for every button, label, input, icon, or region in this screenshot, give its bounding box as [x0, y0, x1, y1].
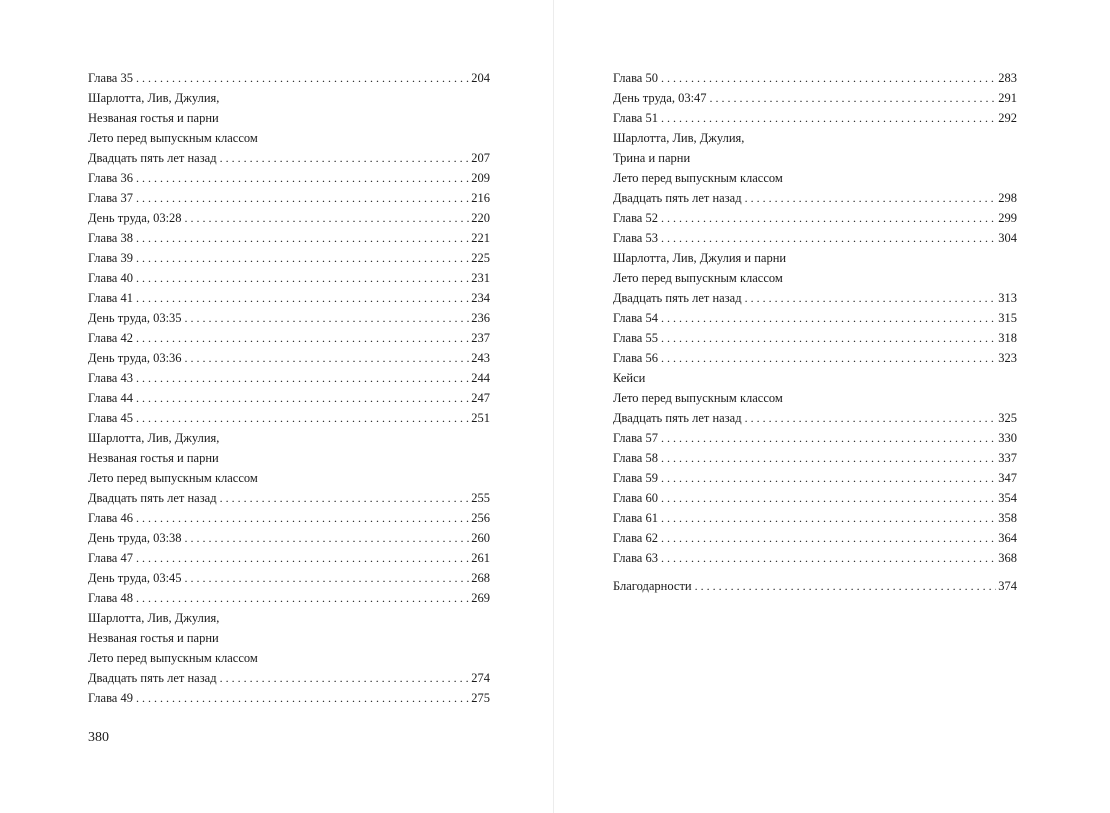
toc-entry-page-number: 207: [471, 151, 490, 165]
toc-entry-page-number: 330: [998, 431, 1017, 445]
dot-leader: [661, 348, 996, 368]
dot-leader: [185, 208, 470, 228]
toc-entry-title: Лето перед выпускным классом: [88, 471, 258, 485]
dot-leader: [745, 288, 997, 308]
toc-entry-title: Шарлотта, Лив, Джулия,: [88, 91, 220, 105]
dot-leader: [745, 408, 997, 428]
toc-entry: [613, 168, 1017, 188]
toc-entry-title: Глава 55: [613, 331, 658, 345]
toc-entry-page-number: 292: [998, 111, 1017, 125]
toc-entry: [88, 288, 490, 308]
toc-entry-title: День труда, 03:36: [88, 351, 182, 365]
toc-entry-page-number: 268: [471, 571, 490, 585]
toc-entry-title: Глава 61: [613, 511, 658, 525]
toc-entry-page-number: 274: [471, 671, 490, 685]
dot-leader: [695, 576, 997, 596]
toc-entry: [88, 388, 490, 408]
dot-leader: [185, 348, 470, 368]
toc-entry-title: Глава 62: [613, 531, 658, 545]
toc-entry-title: Глава 60: [613, 491, 658, 505]
page-gutter: [553, 0, 554, 813]
toc-entry: [613, 208, 1017, 228]
toc-entry-title: Кейси: [613, 371, 646, 385]
dot-leader: [661, 228, 996, 248]
toc-entry-page-number: 225: [471, 251, 490, 265]
right-page: [555, 0, 1110, 813]
toc-entry-title: Глава 49: [88, 691, 133, 705]
toc-entry-title: Глава 48: [88, 591, 133, 605]
toc-entry-page-number: 244: [471, 371, 490, 385]
toc-entry: [88, 528, 490, 548]
toc-entry-page-number: 304: [998, 231, 1017, 245]
toc-entry-title: Лето перед выпускным классом: [613, 171, 783, 185]
toc-entry-title: День труда, 03:35: [88, 311, 182, 325]
toc-entry: [88, 628, 490, 648]
toc-entry-title: Глава 40: [88, 271, 133, 285]
toc-entry-title: Лето перед выпускным классом: [88, 131, 258, 145]
dot-leader: [661, 448, 996, 468]
toc-entry-page-number: 236: [471, 311, 490, 325]
toc-entry-title: Глава 42: [88, 331, 133, 345]
toc-entry: [613, 508, 1017, 528]
dot-leader: [220, 148, 470, 168]
toc-entry-title: Глава 53: [613, 231, 658, 245]
toc-entry-title: Благодарности: [613, 579, 692, 593]
toc-entry: [88, 488, 490, 508]
toc-entry-title: Глава 46: [88, 511, 133, 525]
toc-entry: [88, 368, 490, 388]
toc-entry-page-number: 337: [998, 451, 1017, 465]
toc-entry: [88, 508, 490, 528]
dot-leader: [661, 468, 996, 488]
toc-entry-title: Глава 41: [88, 291, 133, 305]
toc-entry: [88, 648, 490, 668]
toc-entry: [88, 608, 490, 628]
toc-entry-title: Трина и парни: [613, 151, 691, 165]
toc-entry-page-number: 323: [998, 351, 1017, 365]
toc-entry: [88, 108, 490, 128]
toc-entry-title: Глава 56: [613, 351, 658, 365]
dot-leader: [136, 388, 469, 408]
dot-leader: [661, 308, 996, 328]
toc-entry-page-number: 234: [471, 291, 490, 305]
dot-leader: [661, 488, 996, 508]
dot-leader: [136, 68, 469, 88]
toc-entry-page-number: 247: [471, 391, 490, 405]
toc-entry-title: Незваная гостья и парни: [88, 111, 219, 125]
toc-entry: [88, 168, 490, 188]
toc-entry-title: Глава 44: [88, 391, 133, 405]
table-of-contents-left: [88, 68, 490, 708]
toc-entry: [88, 468, 490, 488]
dot-leader: [661, 428, 996, 448]
toc-entry: [613, 88, 1017, 108]
toc-entry-title: Шарлотта, Лив, Джулия и парни: [613, 251, 787, 265]
toc-entry-title: Глава 51: [613, 111, 658, 125]
toc-entry: [613, 148, 1017, 168]
dot-leader: [136, 508, 469, 528]
toc-entry: [88, 668, 490, 688]
toc-entry-page-number: 347: [998, 471, 1017, 485]
toc-entry: [613, 128, 1017, 148]
toc-entry: [613, 448, 1017, 468]
toc-entry: [613, 228, 1017, 248]
toc-entry-page-number: 299: [998, 211, 1017, 225]
toc-entry-page-number: 318: [998, 331, 1017, 345]
toc-entry-title: Лето перед выпускным классом: [613, 391, 783, 405]
toc-entry: [88, 228, 490, 248]
toc-entry-page-number: 221: [471, 231, 490, 245]
toc-entry-page-number: 358: [998, 511, 1017, 525]
toc-entry: [613, 408, 1017, 428]
toc-entry-title: Глава 50: [613, 71, 658, 85]
toc-entry: [613, 308, 1017, 328]
toc-entry-page-number: 313: [998, 291, 1017, 305]
dot-leader: [661, 108, 996, 128]
toc-entry-title: Лето перед выпускным классом: [613, 271, 783, 285]
toc-entry-page-number: 209: [471, 171, 490, 185]
toc-entry-title: День труда, 03:38: [88, 531, 182, 545]
toc-entry-page-number: 216: [471, 191, 490, 205]
dot-leader: [185, 308, 470, 328]
toc-entry-page-number: 315: [998, 311, 1017, 325]
toc-entry-title: Шарлотта, Лив, Джулия,: [88, 611, 220, 625]
toc-entry: [613, 248, 1017, 268]
toc-entry-page-number: 364: [998, 531, 1017, 545]
toc-entry-title: Глава 47: [88, 551, 133, 565]
toc-entry: [613, 108, 1017, 128]
dot-leader: [745, 188, 997, 208]
toc-entry-title: Глава 39: [88, 251, 133, 265]
toc-entry-title: Глава 45: [88, 411, 133, 425]
toc-entry-page-number: 298: [998, 191, 1017, 205]
toc-entry: [613, 428, 1017, 448]
toc-entry-title: День труда, 03:45: [88, 571, 182, 585]
toc-entry-page-number: 256: [471, 511, 490, 525]
toc-entry: [613, 388, 1017, 408]
dot-leader: [136, 368, 469, 388]
toc-entry-page-number: 325: [998, 411, 1017, 425]
left-page: [0, 0, 553, 813]
toc-entry-title: День труда, 03:47: [613, 91, 707, 105]
toc-entry: [88, 268, 490, 288]
toc-entry-title: Глава 63: [613, 551, 658, 565]
dot-leader: [136, 548, 469, 568]
toc-entry-title: Двадцать пять лет назад: [88, 671, 217, 685]
page-number: 380: [88, 730, 109, 745]
dot-leader: [220, 668, 470, 688]
dot-leader: [710, 88, 997, 108]
toc-entry-title: Двадцать пять лет назад: [613, 191, 742, 205]
toc-entry-title: Двадцать пять лет назад: [613, 411, 742, 425]
toc-entry-title: Глава 58: [613, 451, 658, 465]
toc-entry-title: Незваная гостья и парни: [88, 451, 219, 465]
toc-entry-title: День труда, 03:28: [88, 211, 182, 225]
dot-leader: [136, 328, 469, 348]
dot-leader: [136, 248, 469, 268]
toc-entry: [613, 288, 1017, 308]
dot-leader: [661, 328, 996, 348]
dot-leader: [136, 188, 469, 208]
toc-entry-page-number: 243: [471, 351, 490, 365]
toc-entry-title: Двадцать пять лет назад: [88, 491, 217, 505]
toc-entry: [613, 188, 1017, 208]
toc-entry-title: Глава 57: [613, 431, 658, 445]
toc-entry-title: Шарлотта, Лив, Джулия,: [88, 431, 220, 445]
toc-entry: [88, 448, 490, 468]
toc-entry-title: Глава 35: [88, 71, 133, 85]
toc-entry: [613, 528, 1017, 548]
dot-leader: [136, 588, 469, 608]
toc-entry: [613, 488, 1017, 508]
toc-entry-title: Глава 43: [88, 371, 133, 385]
toc-entry: [88, 348, 490, 368]
toc-entry: [88, 68, 490, 88]
dot-leader: [136, 408, 469, 428]
toc-entry: [613, 468, 1017, 488]
toc-entry-title: Лето перед выпускным классом: [88, 651, 258, 665]
toc-entry-page-number: 374: [998, 579, 1017, 593]
toc-entry-title: Незваная гостья и парни: [88, 631, 219, 645]
toc-entry-page-number: 261: [471, 551, 490, 565]
toc-entry: [88, 588, 490, 608]
dot-leader: [136, 228, 469, 248]
dot-leader: [136, 268, 469, 288]
toc-entry: [88, 688, 490, 708]
dot-leader: [661, 68, 996, 88]
toc-entry-page-number: 220: [471, 211, 490, 225]
toc-entry: [88, 88, 490, 108]
toc-entry-page-number: 368: [998, 551, 1017, 565]
toc-entry: [88, 568, 490, 588]
toc-entry: [613, 348, 1017, 368]
dot-leader: [661, 528, 996, 548]
toc-entry-title: Глава 54: [613, 311, 658, 325]
toc-entry: [88, 308, 490, 328]
toc-entry-title: Двадцать пять лет назад: [88, 151, 217, 165]
toc-entry: [613, 548, 1017, 568]
toc-entry-page-number: 255: [471, 491, 490, 505]
toc-entry: [88, 128, 490, 148]
toc-entry-page-number: 251: [471, 411, 490, 425]
toc-entry-title: Шарлотта, Лив, Джулия,: [613, 131, 745, 145]
dot-leader: [185, 528, 470, 548]
toc-entry-page-number: 283: [998, 71, 1017, 85]
toc-entry: [88, 408, 490, 428]
toc-entry-title: Глава 52: [613, 211, 658, 225]
dot-leader: [136, 288, 469, 308]
toc-entry-title: Глава 36: [88, 171, 133, 185]
toc-entry: [613, 328, 1017, 348]
dot-leader: [661, 208, 996, 228]
toc-entry-page-number: 291: [998, 91, 1017, 105]
toc-entry: [613, 68, 1017, 88]
toc-entry-title: Глава 37: [88, 191, 133, 205]
toc-entry-page-number: 269: [471, 591, 490, 605]
dot-leader: [185, 568, 470, 588]
toc-entry-page-number: 354: [998, 491, 1017, 505]
table-of-contents-right: [613, 68, 1017, 596]
toc-entry: [613, 368, 1017, 388]
toc-entry-title: Двадцать пять лет назад: [613, 291, 742, 305]
toc-entry-title: Глава 59: [613, 471, 658, 485]
dot-leader: [136, 688, 469, 708]
dot-leader: [661, 548, 996, 568]
toc-entry-page-number: 237: [471, 331, 490, 345]
toc-entry: [88, 208, 490, 228]
toc-entry: [613, 576, 1017, 596]
toc-entry: [613, 268, 1017, 288]
toc-entry: [88, 428, 490, 448]
toc-entry: [88, 248, 490, 268]
toc-entry-page-number: 275: [471, 691, 490, 705]
toc-entry-page-number: 260: [471, 531, 490, 545]
toc-entry-page-number: 231: [471, 271, 490, 285]
toc-entry: [88, 548, 490, 568]
toc-entry: [88, 328, 490, 348]
toc-entry-page-number: 204: [471, 71, 490, 85]
dot-leader: [661, 508, 996, 528]
dot-leader: [136, 168, 469, 188]
toc-entry: [88, 148, 490, 168]
toc-entry-title: Глава 38: [88, 231, 133, 245]
toc-entry: [88, 188, 490, 208]
dot-leader: [220, 488, 470, 508]
